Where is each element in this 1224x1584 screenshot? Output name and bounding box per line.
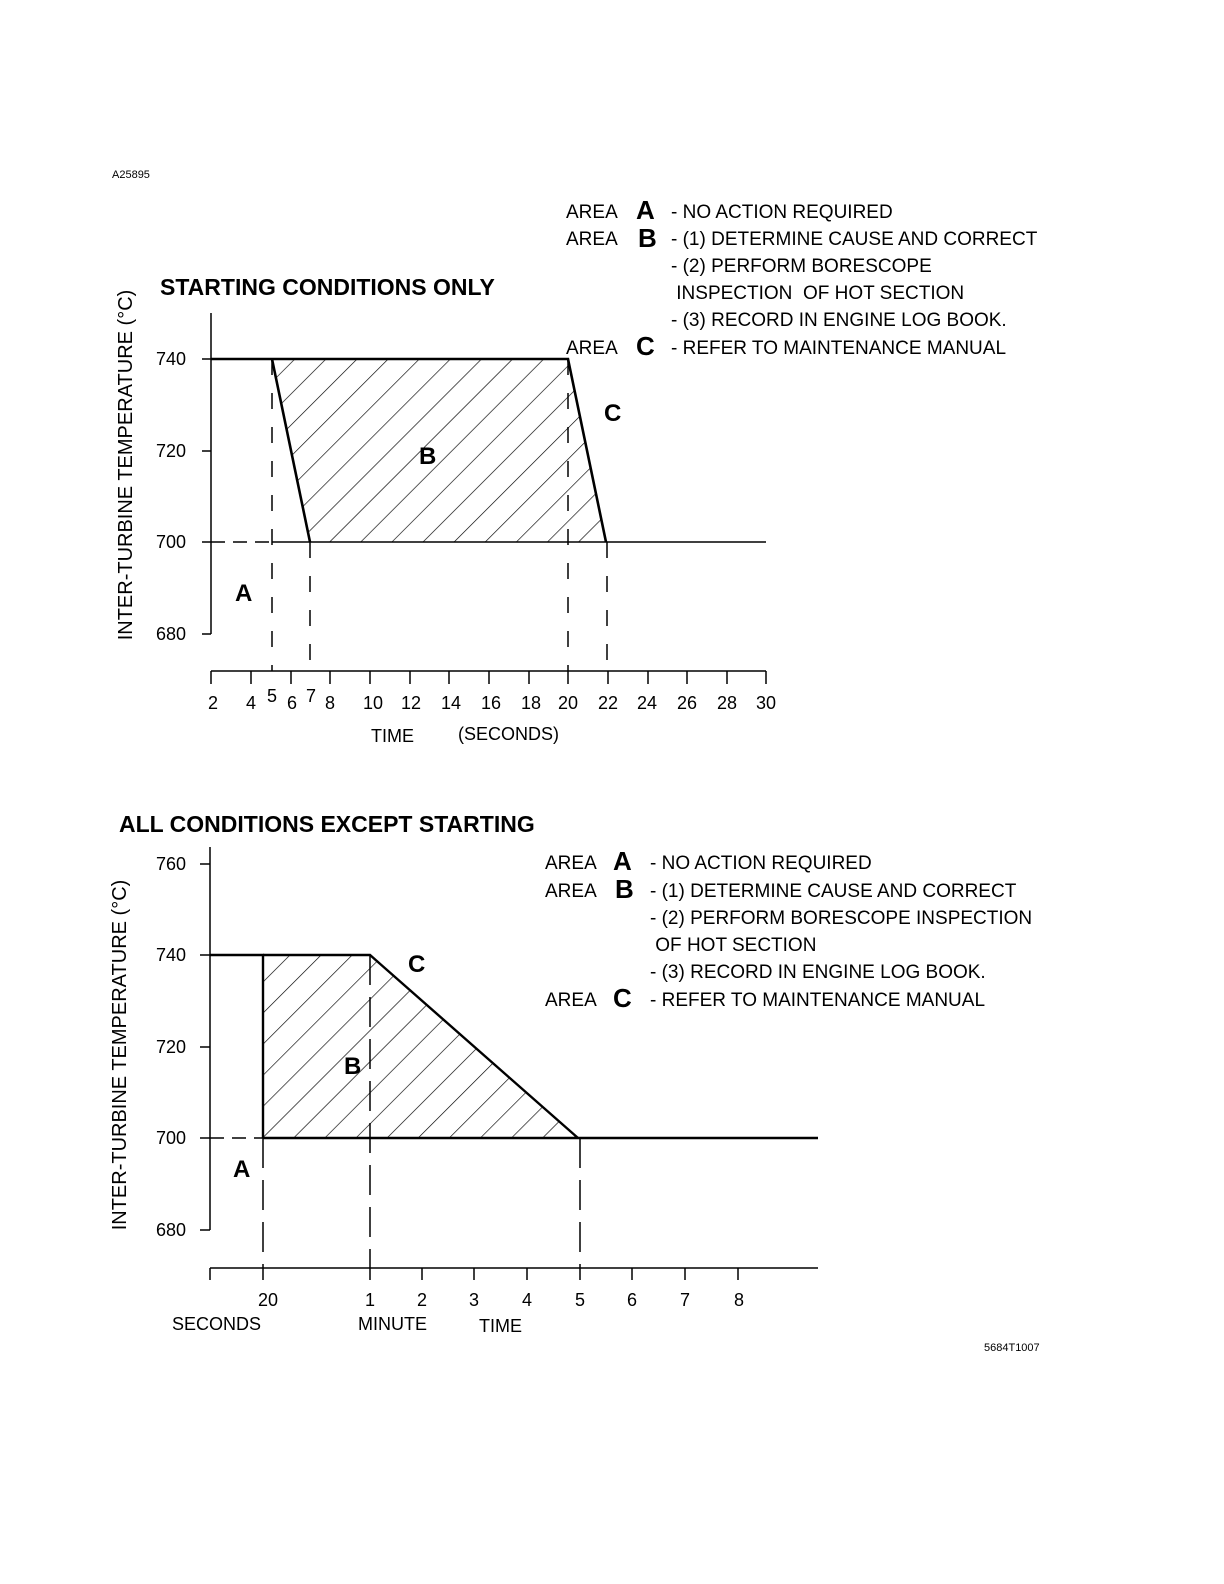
chart1-xtick-20: 20 — [557, 693, 579, 713]
chart1-x-axis-label: TIME — [371, 726, 414, 746]
chart1-ytick-680: 680 — [155, 624, 186, 644]
chart2-x-group-seconds: SECONDS — [172, 1314, 262, 1334]
chart2-xtick-6: 6 — [626, 1290, 638, 1310]
chart2-x-axis-label: TIME — [479, 1316, 522, 1336]
chart1-xtick-30: 30 — [755, 693, 777, 713]
chart1-legend-b-line2: - (2) PERFORM BORESCOPE — [671, 256, 932, 277]
chart1-y-axis-label: INTER-TURBINE TEMPERATURE (°C) — [115, 289, 137, 641]
chart1-area-b-label: B — [419, 443, 437, 470]
chart2-xtick-4: 4 — [521, 1290, 533, 1310]
chart1-xtick-7: 7 — [305, 686, 317, 706]
chart2-xtick-1: 1 — [364, 1290, 376, 1310]
footer-code: 5684T1007 — [984, 1342, 1040, 1354]
chart1-xtick-8: 8 — [324, 693, 336, 713]
chart2-upper-limit-step — [210, 955, 263, 1138]
chart1-title: STARTING CONDITIONS ONLY — [160, 274, 495, 300]
chart1-legend-c-text: - REFER TO MAINTENANCE MANUAL — [671, 338, 1007, 359]
chart2-legend-c-letter: C — [613, 983, 632, 1013]
chart1-xtick-24: 24 — [636, 693, 658, 713]
chart1-y-ticks — [156, 349, 211, 644]
chart2-area-c-label: C — [408, 951, 426, 978]
chart1-legend-a-text: - NO ACTION REQUIRED — [671, 202, 893, 223]
chart2-x-tick-labels — [258, 1290, 744, 1310]
chart2-legend-a-prefix: AREA — [545, 853, 597, 874]
chart2-y-axis-label: INTER-TURBINE TEMPERATURE (°C) — [109, 879, 131, 1231]
chart2-xtick-5: 5 — [574, 1290, 586, 1310]
chart2-ytick-680: 680 — [155, 1220, 186, 1240]
chart2-x-ticks — [210, 1268, 738, 1280]
chart2-legend-c-prefix: AREA — [545, 990, 597, 1011]
chart1-xtick-28: 28 — [716, 693, 738, 713]
chart1-xtick-26: 26 — [676, 693, 698, 713]
chart1-legend-a-prefix: AREA — [566, 202, 618, 223]
chart2-xtick-7: 7 — [679, 1290, 691, 1310]
chart2-legend-b-line3: OF HOT SECTION — [650, 935, 817, 956]
chart1-legend-b-line1: - (1) DETERMINE CAUSE AND CORRECT — [671, 229, 1038, 250]
chart2-ytick-740: 740 — [155, 945, 186, 965]
chart2-ytick-720: 720 — [155, 1037, 186, 1057]
chart2-legend-a-text: - NO ACTION REQUIRED — [650, 853, 872, 874]
chart2-xtick-20s: 20 — [257, 1290, 279, 1310]
chart1-ytick-720: 720 — [155, 441, 186, 461]
chart1-area-c-label: C — [604, 400, 622, 427]
chart1-xtick-12: 12 — [400, 693, 422, 713]
chart2-region-b — [263, 955, 578, 1138]
chart1-x-axis-units: (SECONDS) — [458, 724, 560, 744]
chart1-ytick-700: 700 — [155, 532, 186, 552]
chart1-xtick-18: 18 — [520, 693, 542, 713]
chart1-xtick-4: 4 — [245, 693, 257, 713]
chart-starting-conditions — [115, 195, 1038, 746]
chart2-legend-b-letter: B — [615, 874, 634, 904]
chart2-legend-b-line1: - (1) DETERMINE CAUSE AND CORRECT — [650, 881, 1017, 902]
chart2-x-group-minute: MINUTE — [358, 1314, 427, 1334]
chart1-xtick-2: 2 — [207, 693, 219, 713]
chart2-ytick-760: 760 — [155, 854, 186, 874]
chart2-legend — [545, 846, 1032, 1013]
chart1-legend-b-line4: - (3) RECORD IN ENGINE LOG BOOK. — [671, 310, 1007, 331]
chart2-y-ticks — [156, 854, 210, 1240]
chart2-legend-b-prefix: AREA — [545, 881, 597, 902]
chart2-ytick-700: 700 — [155, 1128, 186, 1148]
chart1-xtick-10: 10 — [362, 693, 384, 713]
chart2-legend-b-line4: - (3) RECORD IN ENGINE LOG BOOK. — [650, 962, 986, 983]
chart2-area-a-label: A — [233, 1156, 251, 1183]
chart1-legend-b-line3: INSPECTION OF HOT SECTION — [671, 283, 965, 304]
chart1-legend-b-letter: B — [638, 223, 657, 253]
chart2-xtick-8: 8 — [733, 1290, 745, 1310]
chart2-title: ALL CONDITIONS EXCEPT STARTING — [119, 811, 535, 837]
chart-all-conditions-except-starting — [109, 811, 1032, 1336]
chart1-legend-c-letter: C — [636, 331, 655, 361]
chart1-xtick-6: 6 — [286, 693, 298, 713]
chart1-x-ticks — [211, 671, 766, 684]
chart2-legend-c-text: - REFER TO MAINTENANCE MANUAL — [650, 990, 986, 1011]
chart1-ytick-740: 740 — [155, 349, 186, 369]
chart2-xtick-3: 3 — [468, 1290, 480, 1310]
chart2-legend-a-letter: A — [613, 846, 632, 876]
chart1-xtick-14: 14 — [440, 693, 462, 713]
chart2-area-b-label: B — [344, 1053, 362, 1080]
chart2-legend-b-line2: - (2) PERFORM BORESCOPE INSPECTION — [650, 908, 1033, 929]
chart1-region-b — [272, 359, 606, 542]
chart1-xtick-16: 16 — [480, 693, 502, 713]
figure-id: A25895 — [112, 169, 150, 181]
chart1-x-tick-labels — [208, 686, 776, 713]
chart1-xtick-5: 5 — [266, 686, 278, 706]
chart1-legend-c-prefix: AREA — [566, 338, 618, 359]
chart1-legend-a-letter: A — [636, 195, 655, 225]
chart1-xtick-22: 22 — [597, 693, 619, 713]
chart2-xtick-2: 2 — [416, 1290, 428, 1310]
chart1-legend — [566, 195, 1038, 361]
chart1-legend-b-prefix: AREA — [566, 229, 618, 250]
chart1-area-a-label: A — [235, 580, 253, 607]
